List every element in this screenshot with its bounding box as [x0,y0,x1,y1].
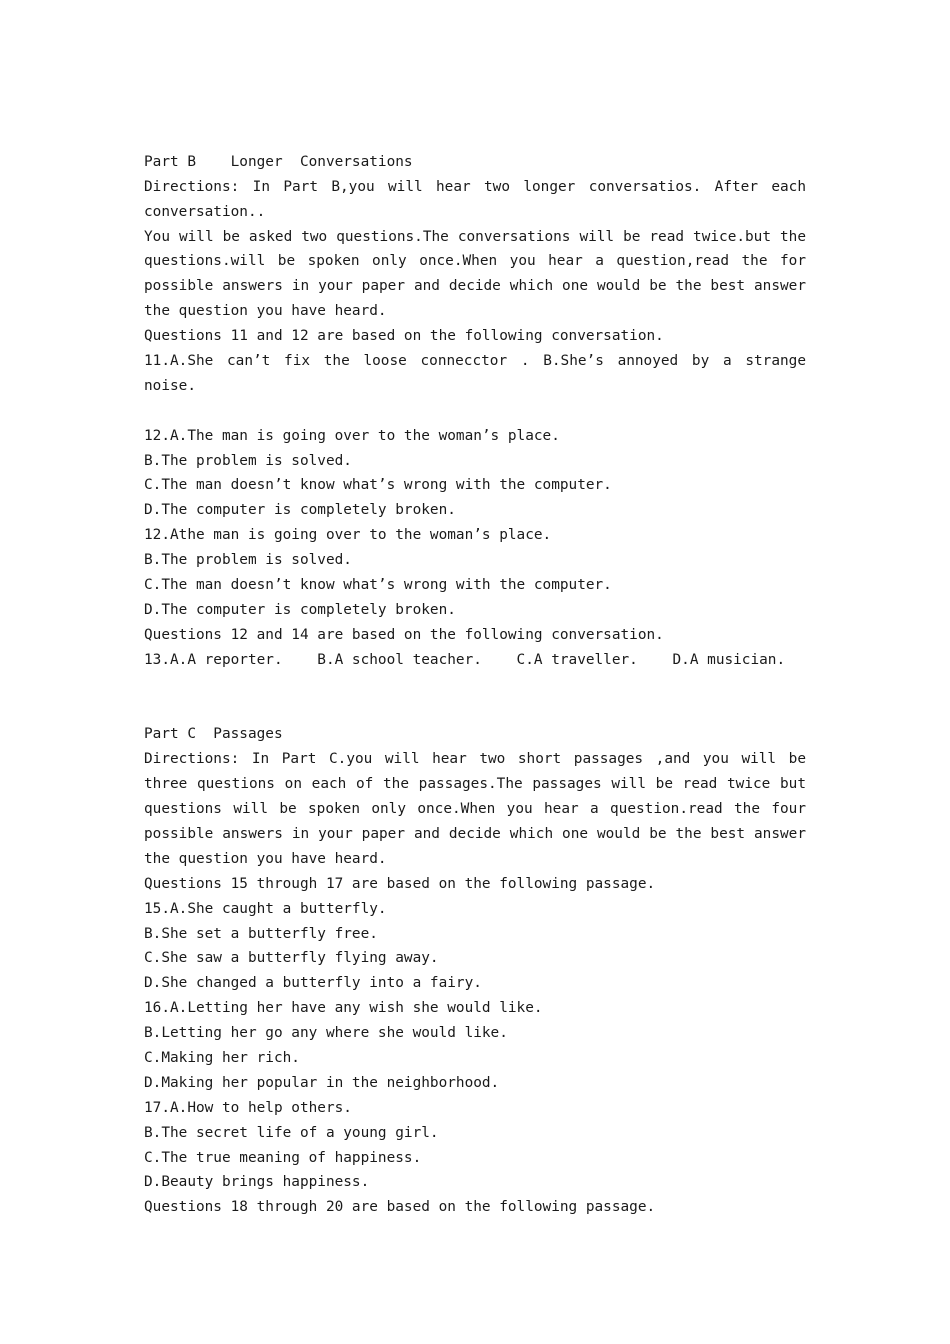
question-17: 17.A.How to help others. [144,1099,352,1116]
question-group-intro: Questions 12 and 14 are based on the following conversation. [144,626,664,643]
option-c: C.The man doesn’t know what’s wrong with the computer. [144,477,612,494]
option-c: C.Making her rich. [144,1049,300,1066]
question-11: 11.A.She can’t fix the loose connecctor . B.She’s annoyed by a strange [144,353,806,370]
document-page [144,125,806,1220]
section-heading-part-c: Part C Passages [144,726,283,743]
directions-line: the question you have heard. [144,850,387,867]
directions-line: possible answers in your paper and decide which one would be the best answer [144,278,806,295]
question-group-intro: Questions 15 through 17 are based on the following passage. [144,875,656,892]
option-d: D.The computer is completely broken. [144,601,456,618]
directions-line: questions.will be spoken only once.When you hear a question,read the for [144,253,806,270]
option-b: B.The secret life of a young girl. [144,1124,439,1141]
option-line [144,399,806,424]
option-d: D.She changed a butterfly into a fairy. [144,975,482,992]
directions-line: the question you have heard. [144,303,387,320]
option-b: B.The problem is solved. [144,552,352,569]
directions-line: Directions: In Part B,you will hear two longer conversatios. After each [144,178,806,195]
option-d: D.Making her popular in the neighborhood. [144,1074,500,1091]
question-group-intro: Questions 18 through 20 are based on the following passage. [144,1199,656,1216]
directions-line: conversation.. [144,203,266,220]
directions-line: three questions on each of the passages.The passages will be read twice but [144,776,806,793]
directions-line: questions will be spoken only once.When you hear a question.read the four [144,801,806,818]
option-b: B.The problem is solved. [144,452,352,469]
directions-line: Directions: In Part C.you will hear two short passages ,and you will be [144,751,806,768]
option-c: C.The man doesn’t know what’s wrong with the computer. [144,577,612,594]
option-c: C.The true meaning of happiness. [144,1149,422,1166]
question-14 [144,673,806,698]
question-12: 12.A.The man is going over to the woman’s place. [144,427,560,444]
question-12-repeat: 12.Athe man is going over to the woman’s place. [144,527,552,544]
option-d: D.Beauty brings happiness. [144,1174,370,1191]
option-d: D.The computer is completely broken. [144,502,456,519]
directions-line: possible answers in your paper and decide which one would be the best answer [144,825,806,842]
option-c: C.She saw a butterfly flying away. [144,950,439,967]
option-b: B.She set a butterfly free. [144,925,378,942]
directions-line: You will be asked two questions.The conversations will be read twice.but the [144,228,806,245]
question-16: 16.A.Letting her have any wish she would like. [144,1000,543,1017]
section-heading-part-b: Part B Longer Conversations [144,153,413,170]
question-group-intro: Questions 11 and 12 are based on the following conversation. [144,328,664,345]
question-11-continued: noise. [144,377,196,394]
option-b: B.Letting her go any where she would like. [144,1025,508,1042]
question-15: 15.A.She caught a butterfly. [144,900,387,917]
option-line [144,125,806,150]
option-line [144,697,806,722]
question-13: 13.A.A reporter. B.A school teacher. C.A traveller. D.A musician. [144,651,786,668]
